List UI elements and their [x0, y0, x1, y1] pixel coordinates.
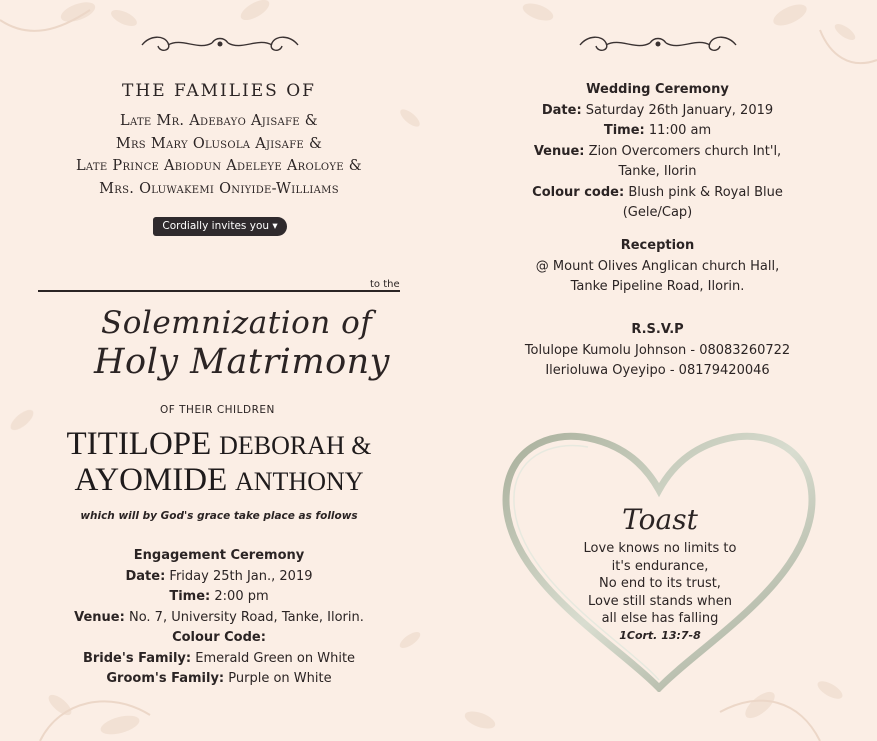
rsvp-heading: R.S.V.P — [631, 322, 684, 337]
bride-first-name: TITILOPE — [66, 426, 212, 462]
toast-title: Toast — [622, 503, 698, 536]
groom-family-value: Purple on White — [228, 671, 332, 686]
date-value: Friday 25th Jan., 2019 — [169, 568, 313, 584]
date-label: Date: — [125, 568, 166, 584]
time-label: Time: — [603, 123, 645, 138]
colour-code-label: Colour code: — [532, 184, 625, 200]
engagement-details — [0, 546, 438, 690]
toast-line: it's endurance, — [611, 558, 709, 574]
families-title: THE FAMILIES OF — [122, 81, 316, 101]
parents-names — [0, 110, 438, 200]
time-value: 11:00 am — [648, 123, 712, 138]
divider-line — [38, 290, 400, 292]
engagement-heading: Engagement Ceremony — [133, 548, 305, 563]
script-heading-line2: Holy Matrimony — [94, 342, 390, 382]
reception-heading: Reception — [620, 238, 695, 253]
venue-value-line2: Tanke, Ilorin — [618, 164, 697, 179]
venue-label: Venue: — [74, 609, 125, 625]
grace-line: which will by God's grace take place as follows — [80, 510, 358, 522]
toast-line: No end to its trust, — [599, 576, 721, 591]
reception-line: Tanke Pipeline Road, Ilorin. — [570, 279, 745, 294]
groom-name-line — [0, 463, 438, 499]
colour-code-value-line2: (Gele/Cap) — [622, 205, 693, 220]
to-the-label: to the — [370, 279, 400, 290]
date-value: Saturday 26th January, 2019 — [585, 102, 774, 118]
couple-names — [0, 427, 438, 499]
wedding-heading: Wedding Ceremony — [586, 82, 729, 97]
bride-middle-name: DEBORAH & — [219, 431, 372, 460]
time-value: 2:00 pm — [214, 589, 269, 604]
script-heading-line1: Solemnization of — [101, 305, 373, 341]
groom-first-name: AYOMIDE — [74, 462, 228, 498]
rsvp-contact: Ilerioluwa Oyeyipo - 08179420046 — [545, 363, 770, 378]
venue-value: No. 7, University Road, Tanke, Ilorin. — [128, 609, 364, 625]
date-label: Date: — [541, 102, 582, 118]
wedding-details — [438, 80, 877, 224]
toast-verse — [555, 540, 765, 628]
parent-name: Mrs. Oluwakemi Oniyide-Williams — [99, 180, 339, 197]
left-panel — [0, 0, 438, 741]
rsvp-contact: Tolulope Kumolu Johnson - 08083260722 — [524, 342, 791, 358]
toast-line: Love still stands when — [588, 593, 732, 609]
bride-name-line — [0, 427, 438, 463]
invite-badge: Cordially invites you ▾ — [153, 217, 287, 236]
parent-name: Late Mr. Adebayo Ajisafe & — [120, 113, 318, 129]
venue-label: Venue: — [533, 143, 585, 159]
flourish-ornament-icon — [576, 33, 740, 57]
time-label: Time: — [169, 589, 211, 604]
toast-line: all else has falling — [601, 611, 719, 626]
reception-line: @ Mount Olives Anglican church Hall, — [535, 258, 780, 274]
rsvp-details — [438, 320, 877, 382]
flourish-ornament-icon — [138, 33, 302, 57]
bride-family-value: Emerald Green on White — [195, 650, 356, 666]
of-their-children: OF THEIR CHILDREN — [160, 404, 275, 416]
parent-name: Late Prince Abiodun Adeleye Aroloye & — [76, 158, 362, 174]
colour-code-value: Blush pink & Royal Blue — [628, 184, 783, 200]
colour-code-heading: Colour Code: — [172, 630, 266, 645]
groom-family-label: Groom's Family: — [106, 671, 225, 686]
toast-line: Love knows no limits to — [583, 541, 737, 556]
reception-details — [438, 236, 877, 298]
parent-name: Mrs Mary Olusola Ajisafe & — [115, 135, 323, 152]
bride-family-label: Bride's Family: — [82, 650, 192, 666]
venue-value: Zion Overcomers church Int'l, — [588, 143, 782, 159]
toast-reference: 1Cort. 13:7-8 — [619, 629, 701, 642]
groom-middle-name: ANTHONY — [235, 467, 364, 496]
